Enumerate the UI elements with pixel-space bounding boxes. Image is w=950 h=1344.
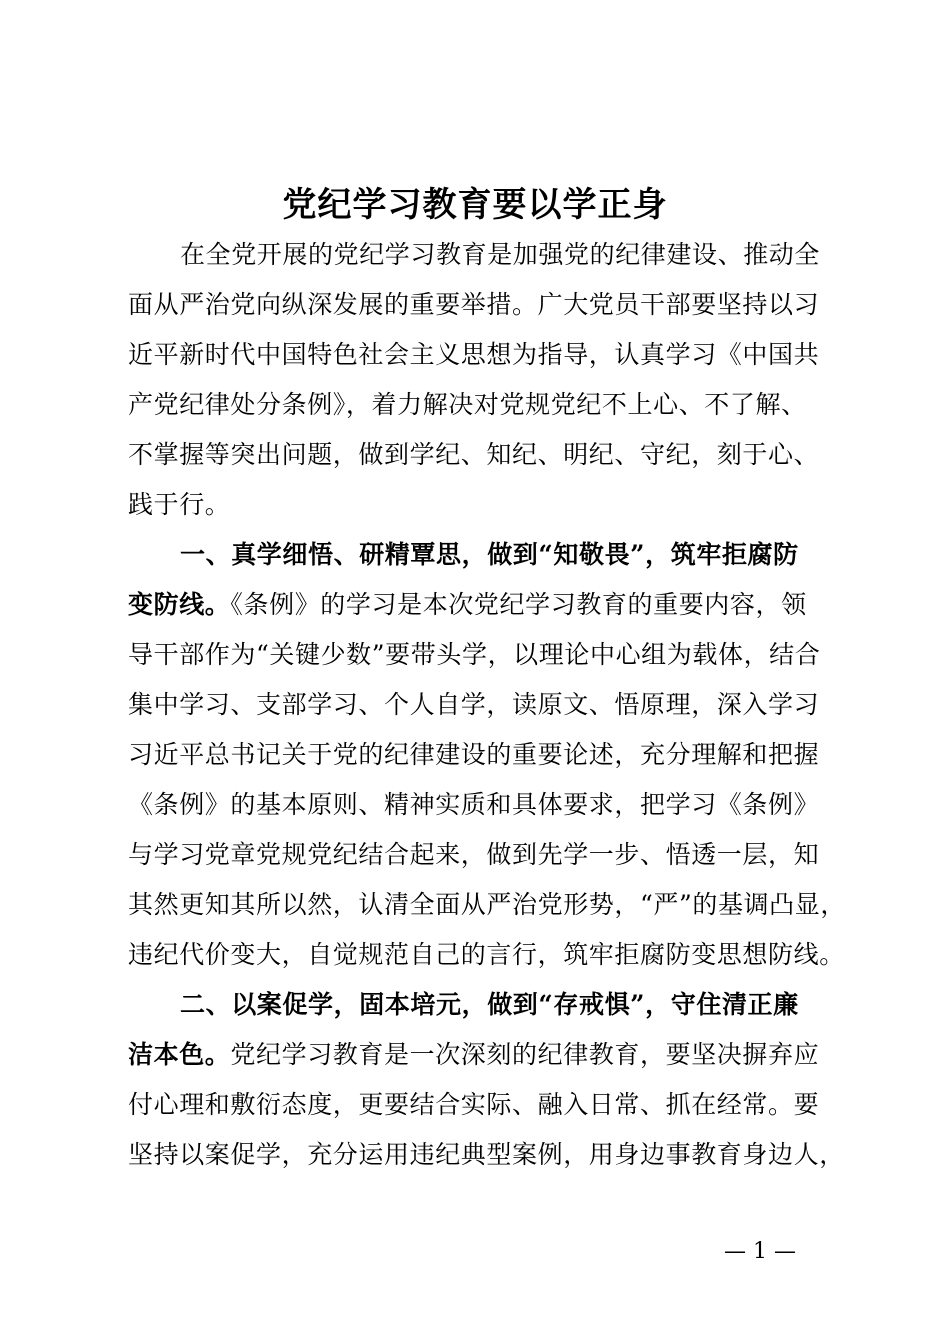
body-line: 近平新时代中国特色社会主义思想为指导，认真学习《中国共 <box>128 340 820 369</box>
body-line: 产党纪律处分条例》，着力解决对党规党纪不上心、不了解、 <box>128 390 807 419</box>
body-line: 践于行。 <box>128 490 231 519</box>
page-number: — 1 — <box>724 1239 796 1264</box>
document-body <box>128 230 846 1180</box>
body-line <box>128 580 832 630</box>
body-line: 违纪代价变大，自觉规范自己的言行，筑牢拒腐防变思想防线。 <box>128 940 845 969</box>
section-heading-1-end: 变防线。 <box>128 590 231 619</box>
body-line: 《条例》的基本原则、精神实质和具体要求，把学习《条例》 <box>128 790 820 819</box>
section-heading-1: 一、真学细悟、研精覃思，做到“知敬畏”，筑牢拒腐防 <box>180 540 799 569</box>
body-line-text: 党纪学习教育是一次深刻的纪律教育，要坚决摒弃应 <box>230 1040 820 1069</box>
body-line-text: 《条例》的学习是本次党纪学习教育的重要内容，领 <box>230 590 807 619</box>
body-line: 其然更知其所以然，认清全面从严治党形势，“严”的基调凸显， <box>128 890 846 919</box>
body-line: 付心理和敷衍态度，更要结合实际、融入日常、抓在经常。要 <box>128 1090 820 1119</box>
section-heading-2-end: 洁本色。 <box>128 1040 231 1069</box>
body-line: 习近平总书记关于党的纪律建设的重要论述，充分理解和把握 <box>128 740 820 769</box>
body-line: 导干部作为“关键少数”要带头学，以理论中心组为载体，结合 <box>128 640 821 669</box>
section-heading-2: 二、以案促学，固本培元，做到“存戒惧”，守住清正廉 <box>180 990 799 1019</box>
document-title: 党纪学习教育要以学正身 <box>282 185 668 225</box>
body-line: 面从严治党向纵深发展的重要举措。广大党员干部要坚持以习 <box>128 290 820 319</box>
body-line: 坚持以案促学，充分运用违纪典型案例，用身边事教育身边人， <box>128 1140 845 1169</box>
body-line <box>128 1030 832 1080</box>
body-line: 集中学习、支部学习、个人自学，读原文、悟原理，深入学习 <box>128 690 820 719</box>
body-line: 不掌握等突出问题，做到学纪、知纪、明纪、守纪，刻于心、 <box>128 440 820 469</box>
body-line: 在全党开展的党纪学习教育是加强党的纪律建设、推动全 <box>180 240 821 269</box>
body-line: 与学习党章党规党纪结合起来，做到先学一步、悟透一层，知 <box>128 840 820 869</box>
